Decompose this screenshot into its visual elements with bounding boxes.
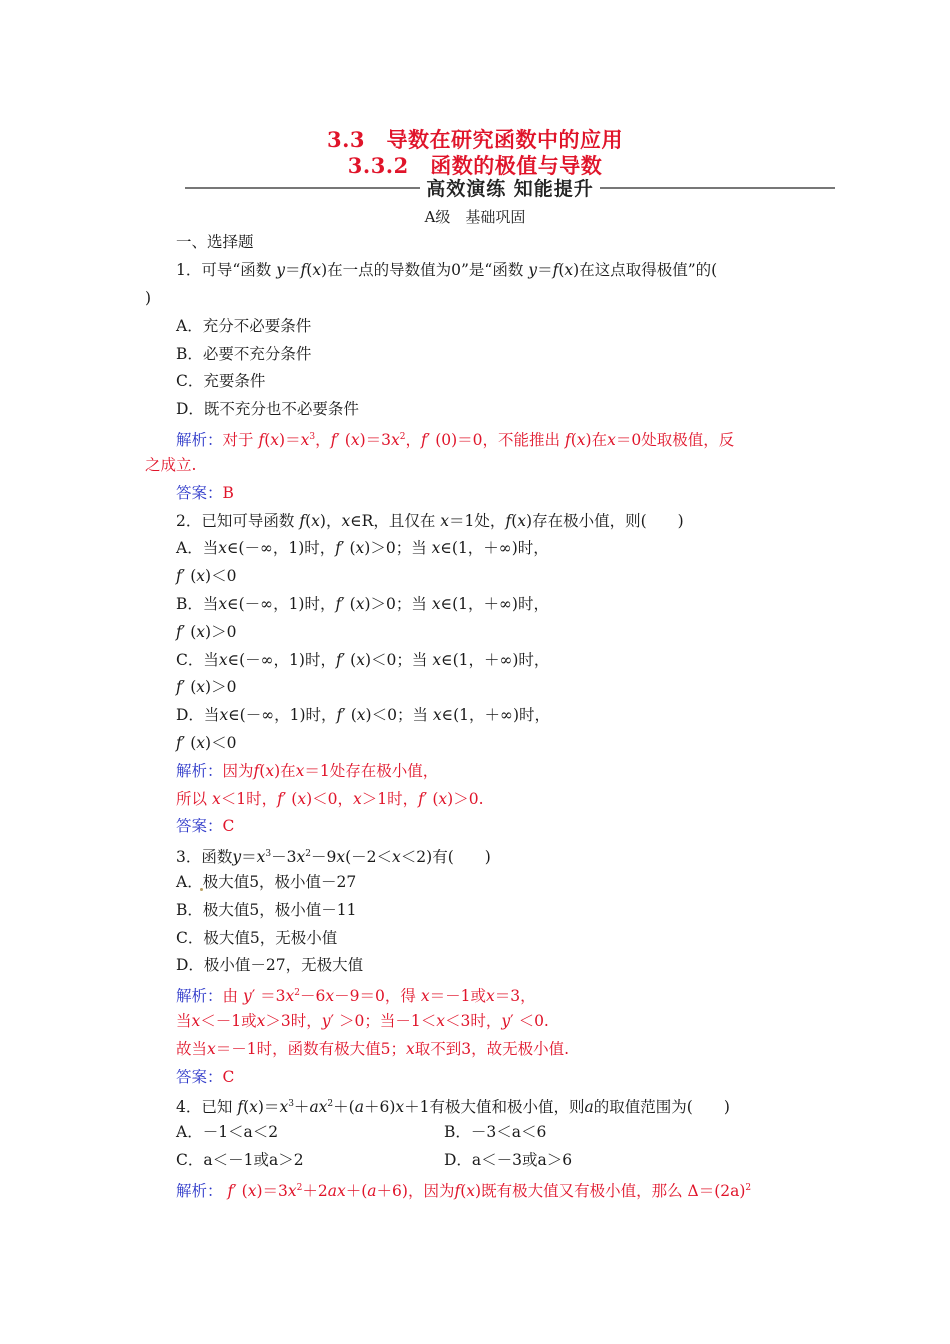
- q2-option-d: D．当x∈(－∞，1)时，f′ (x)＜0；当 x∈(1，＋∞)时，: [176, 706, 550, 724]
- q2-option-a-cont: f′ (x)＜0: [176, 567, 237, 585]
- q1-answer: 答案：B: [176, 484, 234, 502]
- q4-option-a: A．－1＜a＜2: [176, 1123, 279, 1141]
- title-section: 3.3 导数在研究函数中的应用: [326, 127, 624, 152]
- q2-explanation: 解析：因为f(x)在x＝1处存在极小值，: [176, 762, 439, 780]
- q1-option-b: B．必要不充分条件: [176, 345, 312, 363]
- q3-option-a: A．极大值5，极小值－27: [176, 873, 357, 891]
- q2-option-d-cont: f′ (x)＜0: [176, 734, 237, 752]
- q1-option-d: D．既不充分也不必要条件: [176, 400, 359, 418]
- q2-answer: 答案：C: [176, 817, 235, 835]
- q1-option-a: A．充分不必要条件: [176, 317, 312, 335]
- q1-stem-cont: ): [145, 289, 152, 307]
- level-heading: A级 基础巩固: [424, 208, 526, 226]
- q1-stem: 1．可导“函数 y＝f(x)在一点的导数值为0”是“函数 y＝f(x)在这点取得极值”的(: [176, 261, 718, 279]
- q3-answer: 答案：C: [176, 1068, 235, 1086]
- title-subsection: 3.3.2 函数的极值与导数: [347, 153, 603, 178]
- banner-text: 高效演练 知能提升: [426, 178, 594, 200]
- banner-rule-left: [185, 187, 420, 189]
- banner-rule-right: [600, 187, 835, 189]
- q2-option-b: B．当x∈(－∞，1)时，f′ (x)＞0；当 x∈(1，＋∞)时，: [176, 595, 549, 613]
- q2-option-a: A．当x∈(－∞，1)时，f′ (x)＞0；当 x∈(1，＋∞)时，: [176, 539, 549, 557]
- q4-option-d: D．a＜－3或a＞6: [444, 1151, 573, 1169]
- banner: [185, 172, 835, 202]
- section-heading: 一、选择题: [176, 233, 254, 251]
- q1-option-c: C．充要条件: [176, 372, 266, 390]
- q3-option-d: D．极小值－27，无极大值: [176, 956, 364, 974]
- q3-option-c: C．极大值5，无极小值: [176, 929, 338, 947]
- q3-explanation-3: 故当x＝－1时，函数有极大值5；x取不到3，故无极小值.: [176, 1040, 570, 1058]
- q2-option-c-cont: f′ (x)＞0: [176, 678, 237, 696]
- q3-stem: 3．函数$y=x^3-3x^2-9x(-2<x<2)$有( ): [176, 848, 491, 866]
- q4-explanation: 解析： f′ $(x)=3x^2+2ax+(a+6)$，因为f(x)既有极大值又有极小值，那么 $\Delta=(2a)^2$: [176, 1182, 752, 1200]
- q4-option-c: C．a＜－1或a＞2: [176, 1151, 304, 1169]
- q3-option-b: B．极大值5，极小值－11: [176, 901, 357, 919]
- q2-stem: 2．已知可导函数 f(x)，x∈R，且仅在 x＝1处，f(x)存在极小值，则( ): [176, 512, 684, 530]
- q4-stem: 4．已知 $f(x)=x^3+ax^2+(a+6)x+1$有极大值和极小值，则a的取值范围为( ): [176, 1098, 730, 1116]
- q2-option-c: C．当x∈(－∞，1)时，f′ (x)＜0；当 x∈(1，＋∞)时，: [176, 651, 550, 669]
- q1-explanation-cont: 之成立.: [145, 456, 197, 474]
- q2-explanation-2: 所以 x＜1时，f′ (x)＜0，x＞1时，f′ (x)＞0.: [176, 790, 484, 808]
- q3-explanation-2: 当x＜－1或x＞3时，y′ ＞0；当－1＜x＜3时，y′ ＜0.: [176, 1012, 549, 1030]
- q3-explanation: 解析：由 $y' =3x^2-6x-9=0$，得 x＝－1或x＝3，: [176, 987, 536, 1005]
- q1-explanation: 解析：对于 $f(x)=x^3$，f′ $(x)=3x^2$，f′ (0)＝0，不能推出 f(x)在x＝0处取极值，反: [176, 431, 735, 449]
- q4-option-b: B．－3＜a＜6: [444, 1123, 547, 1141]
- q2-option-b-cont: f′ (x)＞0: [176, 623, 237, 641]
